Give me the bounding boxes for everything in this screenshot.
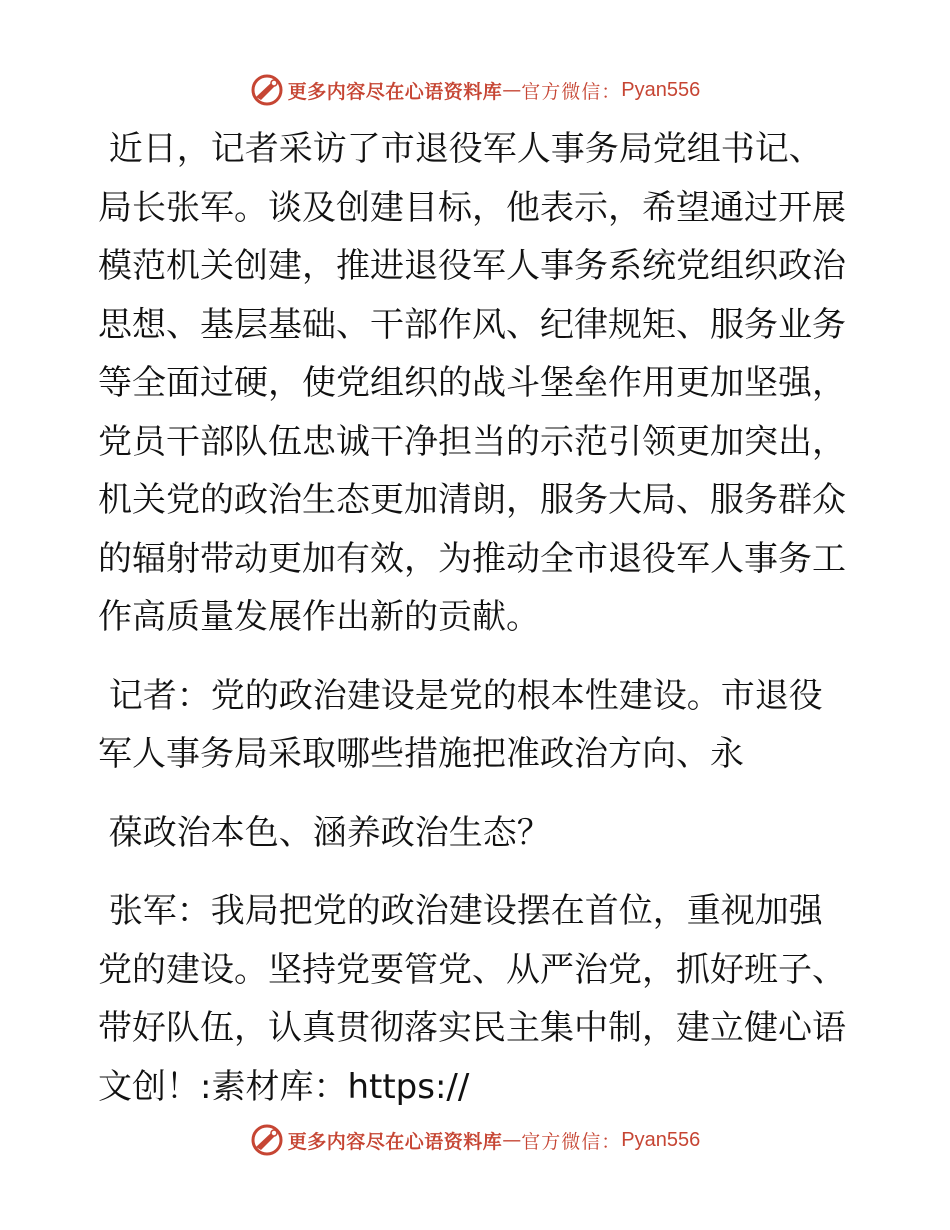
text-line: 葆政治本色、涵养政治生态？ — [98, 812, 551, 853]
footer-site-text: 更多内容尽在心语资料库 — [287, 1130, 503, 1153]
footer-banner — [0, 1120, 950, 1160]
text-line: 近日，记者采访了市退役军人事务局党组书记、 — [98, 129, 823, 169]
text-line: 思想、基层基础、干部作风、纪律规矩、服务业务 — [98, 304, 846, 345]
header-dash: — — [502, 79, 522, 101]
text-line: 记者：党的政治建设是党的根本性建设。市退役 — [98, 675, 823, 716]
text-line: 等全面过硬，使党组织的战斗堡垒作用更加坚强， — [98, 363, 846, 403]
text-line: 带好队伍，认真贯彻落实民主集中制，建立健心语 — [98, 1008, 846, 1048]
article-body — [98, 120, 858, 1116]
pen-logo-icon — [250, 73, 284, 107]
text-line: 张军：我局把党的政治建设摆在首位，重视加强 — [98, 891, 823, 931]
text-line: 局长张军。谈及创建目标，他表示，希望通过开展 — [98, 187, 846, 228]
paragraph — [98, 804, 858, 863]
text-line: 作高质量发展作出新的贡献。 — [98, 597, 540, 637]
header-banner — [0, 70, 950, 110]
header-wechat-id: Pyan556 — [621, 78, 701, 101]
text-line: 模范机关创建，推进退役军人事务系统党组织政治 — [98, 246, 846, 286]
pen-logo-icon — [250, 1123, 284, 1157]
footer-dash: — — [502, 1129, 522, 1151]
paragraph — [98, 667, 858, 784]
text-line: 党的建设。坚持党要管党、从严治党，抓好班子、 — [98, 949, 846, 990]
text-line: 机关党的政治生态更加清朗，服务大局、服务群众 — [98, 480, 846, 520]
header-wechat-label: 官方微信： — [521, 80, 622, 103]
text-line: 的辐射带动更加有效，为推动全市退役军人事务工 — [98, 538, 846, 579]
text-line: 军人事务局采取哪些措施把准政治方向、永 — [98, 734, 744, 774]
paragraph — [98, 882, 858, 1116]
header-site-text: 更多内容尽在心语资料库 — [287, 80, 503, 103]
text-line: 党员干部队伍忠诚干净担当的示范引领更加突出， — [98, 421, 846, 462]
text-line: 文创！:素材库：https:// — [98, 1066, 470, 1107]
footer-wechat-id: Pyan556 — [621, 1128, 701, 1151]
footer-wechat-label: 官方微信： — [521, 1130, 622, 1153]
paragraph — [98, 120, 858, 647]
